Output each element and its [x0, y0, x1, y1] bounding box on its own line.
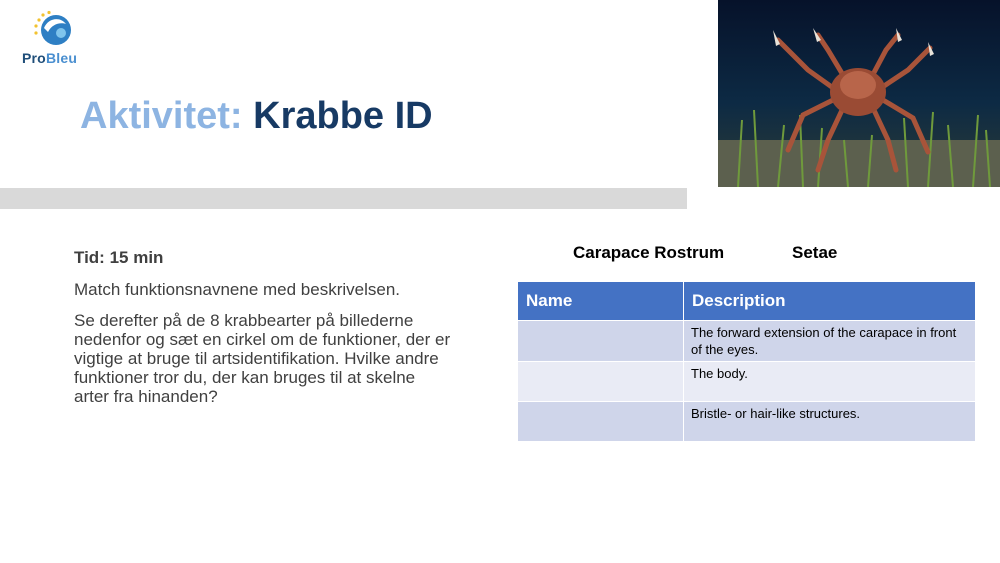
time-label: Tid: 15 min — [74, 248, 164, 267]
table-row — [518, 362, 976, 402]
instructions — [74, 248, 454, 406]
table-row — [518, 321, 976, 362]
description-table — [517, 281, 976, 442]
table-header-row — [518, 282, 976, 321]
description-cell: The forward extension of the carapace in front of the eyes. — [684, 321, 976, 362]
divider-band — [0, 188, 687, 209]
table-row — [518, 402, 976, 442]
description-cell: The body. — [684, 362, 976, 402]
title-prefix: Aktivitet: — [80, 95, 254, 137]
page-title — [80, 93, 480, 139]
instruction-paragraph-1: Match funktionsnavnene med beskrivelsen. — [74, 280, 401, 299]
name-cell — [518, 402, 684, 442]
logo-text: ProBleu — [22, 50, 78, 66]
name-cell — [518, 362, 684, 402]
probleu-logo — [20, 8, 90, 68]
globe-logo-icon — [30, 10, 78, 50]
crab-photo — [718, 0, 1000, 187]
term-setae: Setae — [792, 243, 838, 262]
title-main: Krabbe ID — [253, 95, 433, 137]
instruction-paragraph-2: Se derefter på de 8 krabbearter på billederne nedenfor og sæt en cirkel om de funktioner, der er vigtige at bruge til artsidentifikation. Hvilke andre funktioner tror du, der kan bruges til at skelne arter fra hinanden? — [74, 311, 451, 406]
name-cell — [518, 321, 684, 362]
header-description: Description — [684, 282, 976, 321]
description-cell: Bristle- or hair-like structures. — [684, 402, 976, 442]
header-name: Name — [518, 282, 684, 321]
term-carapace-rostrum: Carapace Rostrum — [573, 243, 725, 262]
